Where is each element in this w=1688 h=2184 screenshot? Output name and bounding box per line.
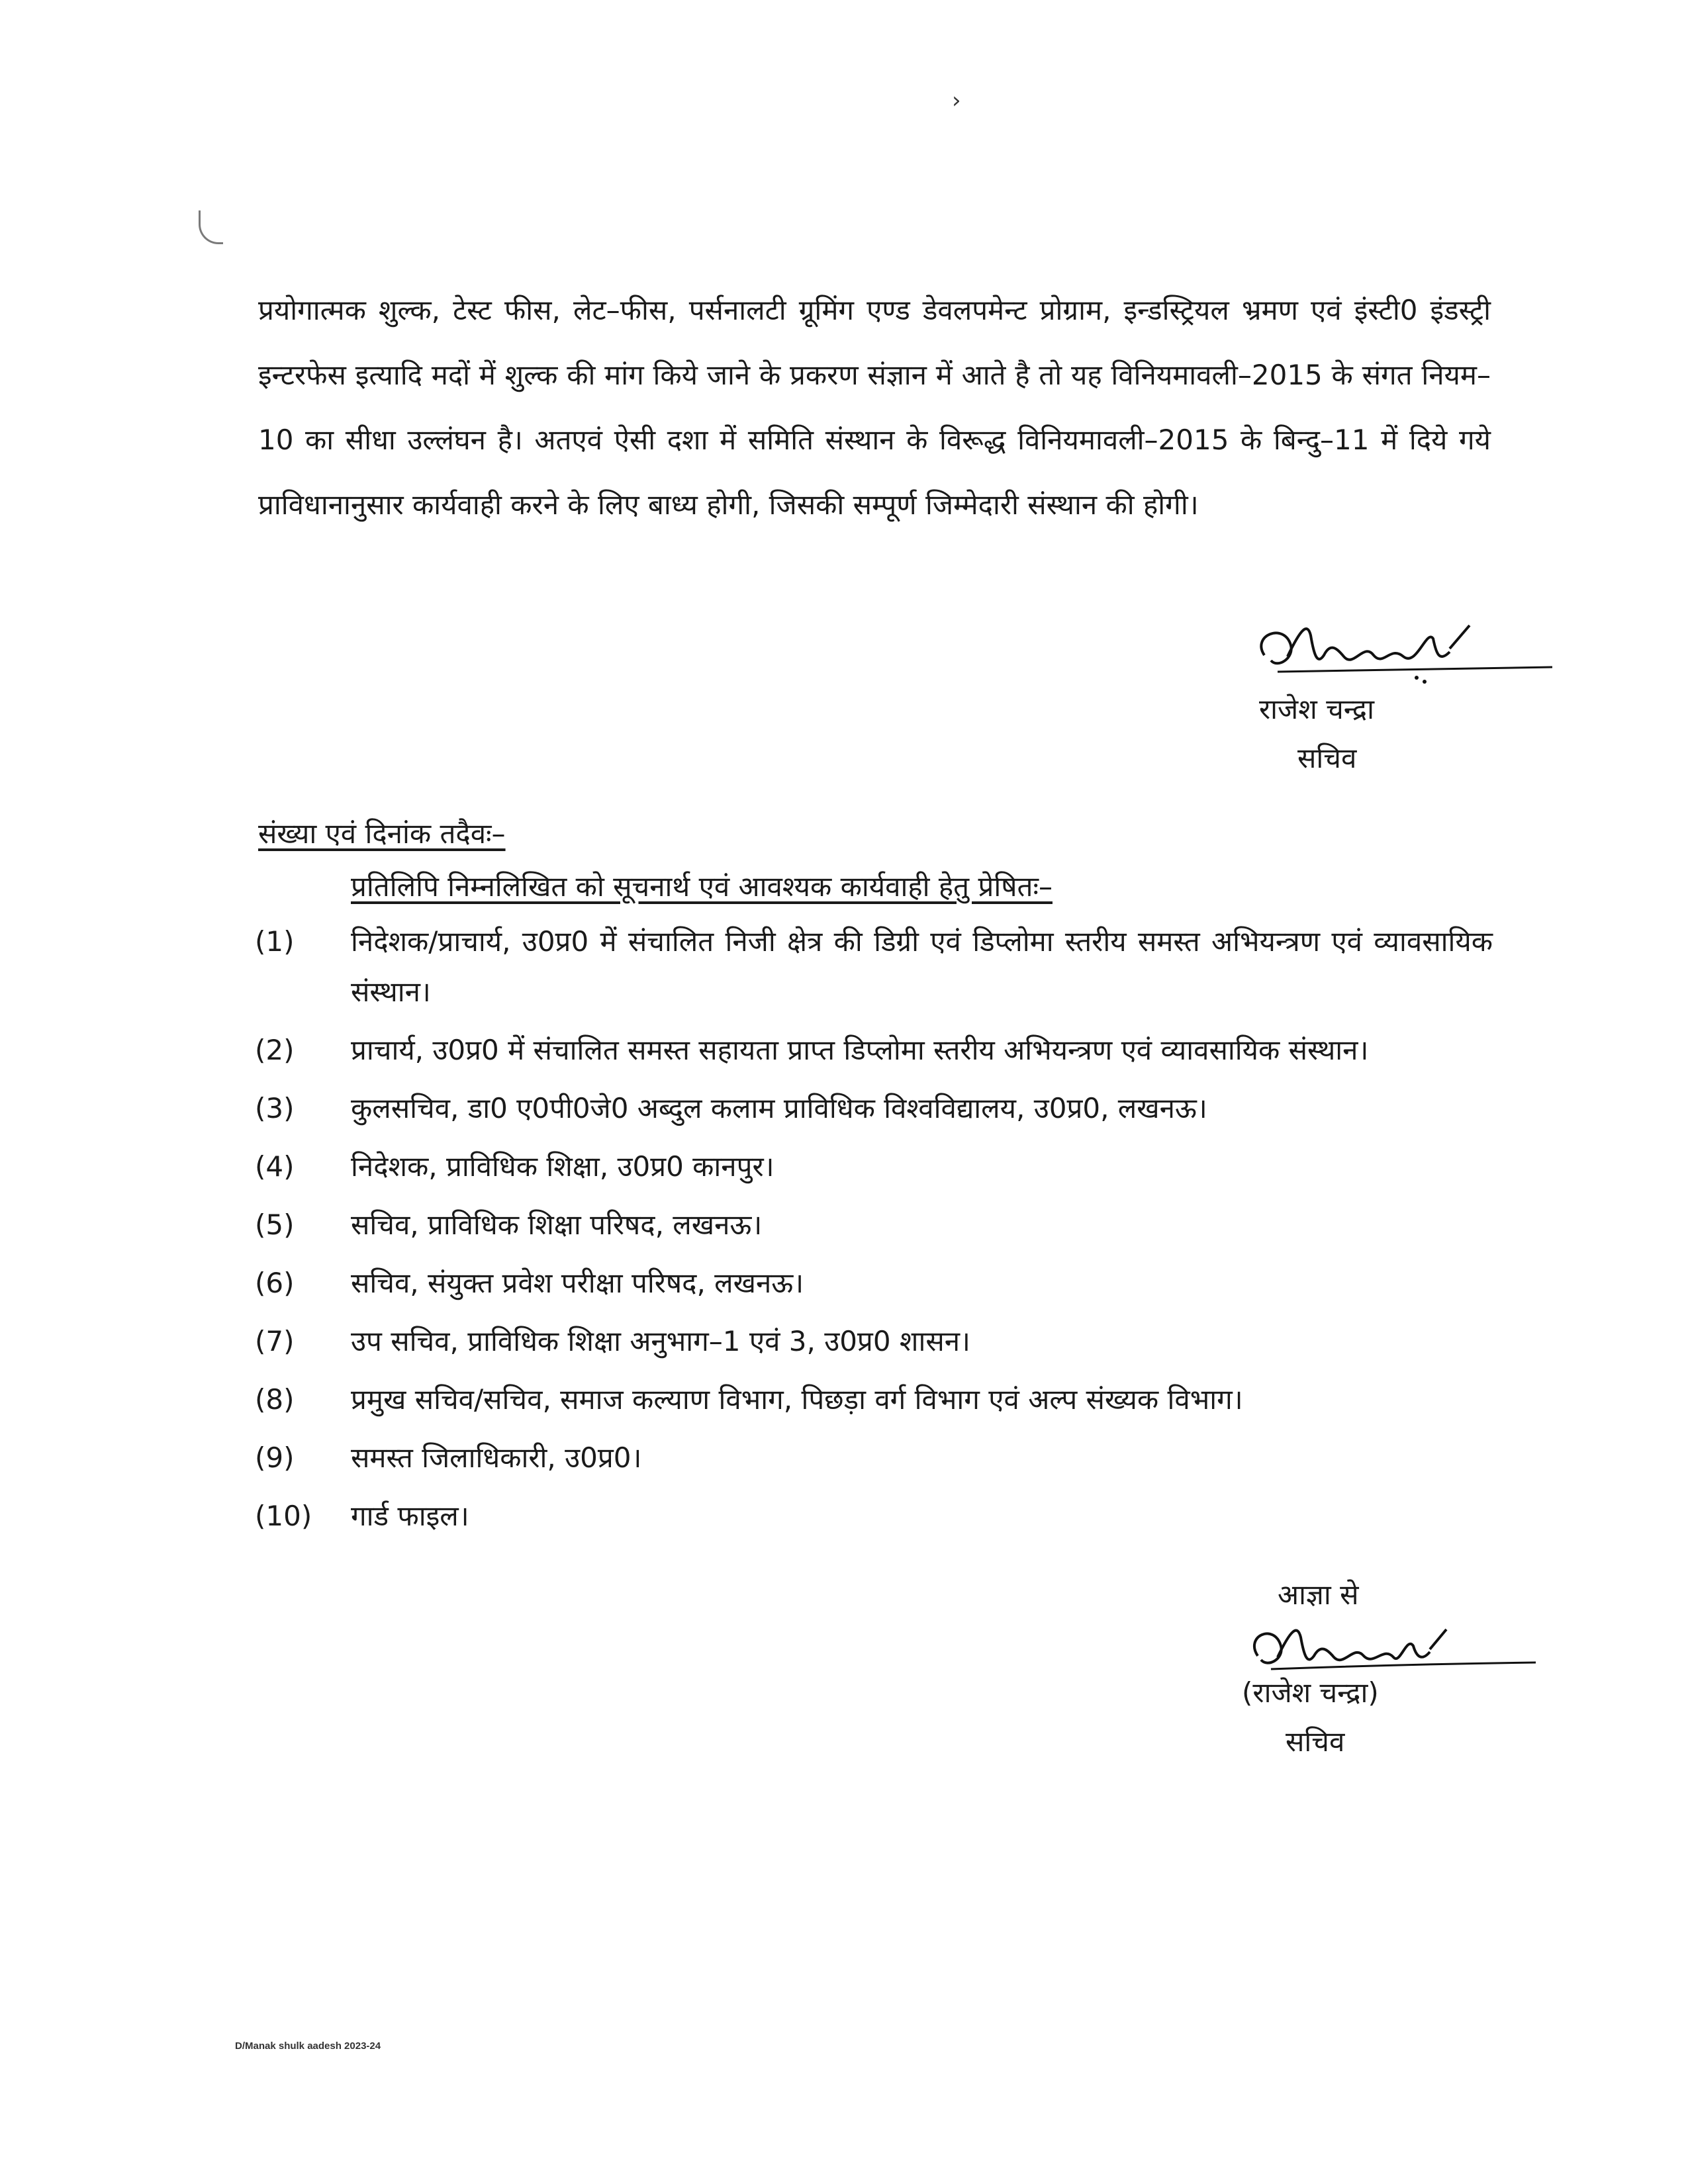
scan-mark: › (952, 87, 961, 114)
list-item-text: सचिव, प्राविधिक शिक्षा परिषद, लखनऊ। (351, 1208, 763, 1241)
list-item (255, 1258, 1493, 1308)
scan-mark-arc (199, 210, 223, 244)
list-item-text: सचिव, संयुक्त प्रवेश परीक्षा परिषद, लखनऊ। (351, 1267, 804, 1299)
list-item-text: प्राचार्य, उ0प्र0 में संचालित समस्त सहायता प्राप्त डिप्लोमा स्तरीय अभियन्त्रण एवं व्यावसायिक संस्थान। (351, 1034, 1369, 1066)
list-item-number: (9) (255, 1441, 295, 1474)
copy-to-line: प्रतिलिपि निम्नलिखित को सूचनार्थ एवं आवश्यक कार्यवाही हेतु प्रेषितः– (351, 870, 1053, 903)
signatory-title: सचिव (1286, 1725, 1345, 1758)
list-item (255, 917, 1493, 1017)
list-item (255, 1200, 1493, 1250)
list-item-text: निदेशक/प्राचार्य, उ0प्र0 में संचालित निजी क्षेत्र की डिग्री एवं डिप्लोमा स्तरीय समस्त अभियन्त्रण एवं व्यावसायिक संस्थान। (351, 925, 1493, 1008)
list-item (255, 1083, 1493, 1134)
list-item-text: निदेशक, प्राविधिक शिक्षा, उ0प्र0 कानपुर। (351, 1150, 774, 1183)
order-text: आज्ञा से (1278, 1578, 1359, 1611)
list-item-number: (10) (255, 1500, 312, 1532)
list-item-text: प्रमुख सचिव/सचिव, समाज कल्याण विभाग, पिछड़ा वर्ग विभाग एवं अल्प संख्यक विभाग। (351, 1383, 1243, 1416)
list-item (255, 1433, 1493, 1483)
footer-file-reference: D/Manak shulk aadesh 2023-24 (235, 2040, 381, 2052)
signatory-name: राजेश चन्द्रा (1259, 693, 1374, 725)
distribution-list (255, 917, 1493, 1549)
signatory-title: सचिव (1297, 742, 1357, 774)
list-item-text: समस्त जिलाधिकारी, उ0प्र0। (351, 1441, 642, 1474)
list-item (255, 1491, 1493, 1541)
list-item (255, 1375, 1493, 1425)
list-item-number: (8) (255, 1383, 295, 1416)
list-item-text: गार्ड फाइल। (351, 1500, 469, 1532)
list-item-number: (3) (255, 1092, 295, 1124)
body-paragraph: प्रयोगात्मक शुल्क, टेस्ट फीस, लेट–फीस, पर्सनालटी ग्रूमिंग एण्ड डेवलपमेन्ट प्रोग्राम, इन्डस्ट्रियल भ्रमण एवं इंस्टी0 इंडस्ट्री इन्टरफेस इत्यादि मदों में शुल्क की मांग किये जाने के प्रकरण संज्ञान में आते है तो यह विनियमावली–2015 के संगत नियम–10 का सीधा उल्लंघन है। अतएवं ऐसी दशा में समिति संस्थान के विरूद्ध विनियमावली–2015 के बिन्दु–11 में दिये गये प्राविधानानुसार कार्यवाही करने के लिए बाध्य होगी, जिसकी सम्पूर्ण जिम्मेदारी संस्थान की होगी। (258, 294, 1491, 521)
handwritten-signature-icon (1251, 609, 1556, 688)
reference-line: संख्या एवं दिनांक तदैवः– (258, 817, 506, 850)
list-item-number: (5) (255, 1208, 295, 1241)
list-item-text: कुलसचिव, डा0 ए0पी0जे0 अब्दुल कलाम प्राविधिक विश्वविद्यालय, उ0प्र0, लखनऊ। (351, 1092, 1207, 1124)
signature-block-1 (1251, 609, 1569, 774)
signatory-name: (राजेश चन्द्रा) (1242, 1676, 1379, 1709)
list-item (255, 1142, 1493, 1192)
list-item-number: (2) (255, 1034, 295, 1066)
list-item (255, 1316, 1493, 1367)
list-item-number: (4) (255, 1150, 295, 1183)
list-item-number: (1) (255, 925, 295, 958)
list-item-number: (7) (255, 1325, 295, 1357)
list-item-text: उप सचिव, प्राविधिक शिक्षा अनुभाग–1 एवं 3, उ0प्र0 शासन। (351, 1325, 970, 1357)
list-item-number: (6) (255, 1267, 295, 1299)
list-item (255, 1025, 1493, 1075)
